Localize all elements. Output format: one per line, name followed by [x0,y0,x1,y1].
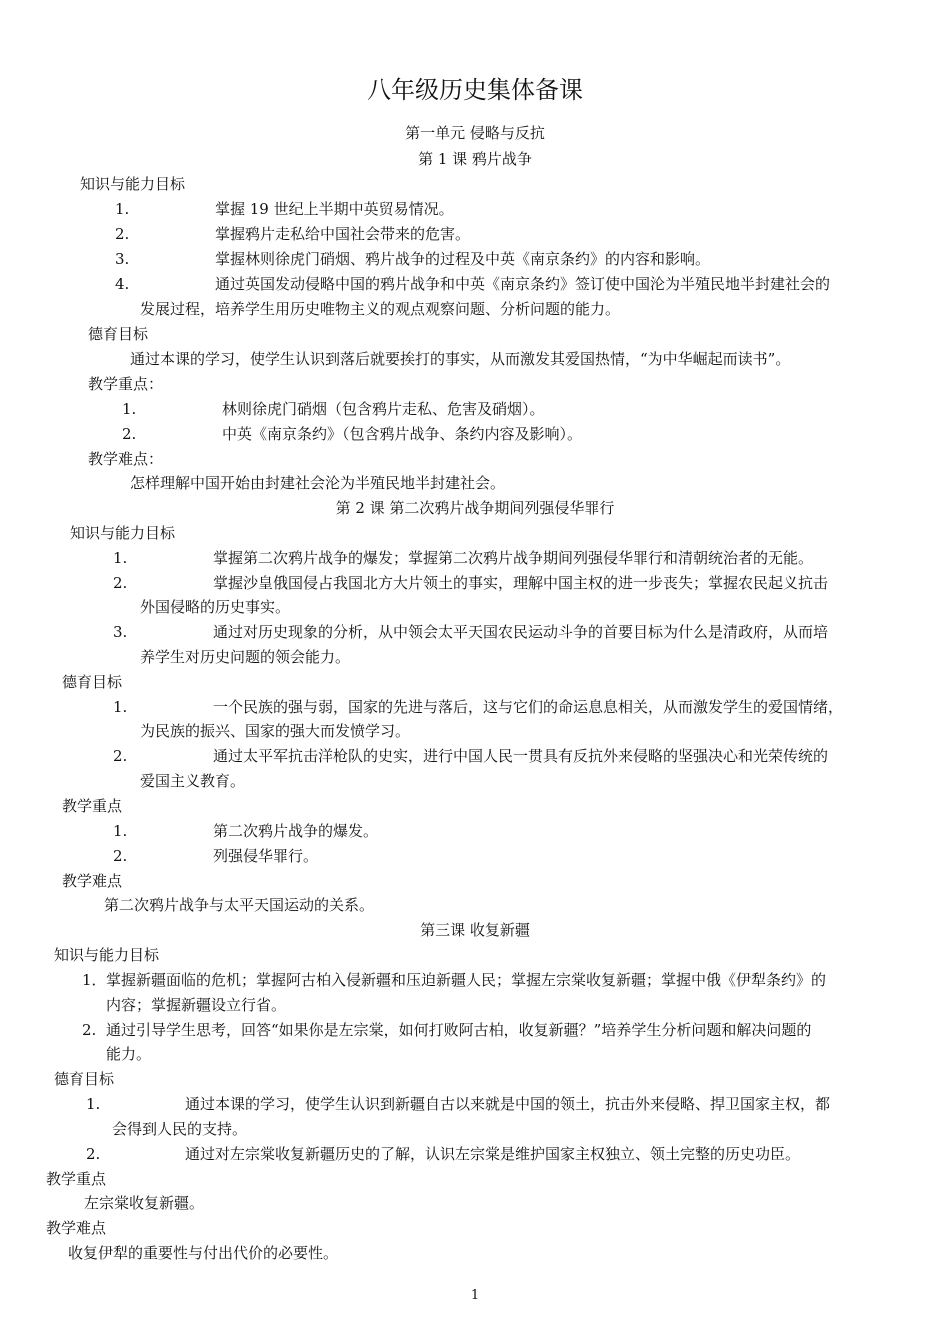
list-number: 4. [115,275,130,293]
list-item-continued: 爱国主义教育。 [140,772,246,790]
list-item: 一个民族的强与弱，国家的先进与落后，这与它们的命运息息相关，从而激发学生的爱国情绪， [213,698,844,716]
list-number: 1． [82,971,107,989]
page-number: 1 [470,1288,480,1303]
lesson-1-moral-text: 通过本课的学习，使学生认识到落后就要挨打的事实，从而激发其爱国热情，“为中华崛起而读书”。 [130,350,791,368]
list-item: 掌握沙皇俄国侵占我国北方大片领土的事实，理解中国主权的进一步丧失；掌握农民起义抗击 [213,574,829,592]
list-number: 3. [113,623,128,641]
lesson-1-moral-heading: 德育目标 [88,325,149,343]
lesson-3-difficulty-heading: 教学难点 [46,1219,107,1237]
list-item-continued: 内容；掌握新疆设立行省。 [106,996,287,1014]
list-number: 1. [86,1095,101,1113]
lesson-3-title: 第三课 收复新疆 [420,921,530,939]
list-item: 通过本课的学习，使学生认识到新疆自古以来就是中国的领土，抗击外来侵略、捍卫国家主权，都 [185,1095,831,1113]
list-item: 通过英国发动侵略中国的鸦片战争和中英《南京条约》签订使中国沦为半殖民地半封建社会的 [215,275,831,293]
list-item-continued: 会得到人民的支持。 [112,1120,248,1138]
list-item: 通过引导学生思考，回答“如果你是左宗棠，如何打败阿古柏，收复新疆？”培养学生分析问题和解决问题的 [106,1021,812,1039]
list-item-continued: 外国侵略的历史事实。 [140,598,291,616]
list-item: 中英《南京条约》（包含鸦片战争、条约内容及影响）。 [222,425,583,443]
list-item: 通过太平军抗击洋枪队的史实，进行中国人民一贯具有反抗外来侵略的坚强决心和光荣传统的 [213,747,829,765]
list-number: 1. [115,200,130,218]
list-item-continued: 能力。 [106,1045,152,1063]
list-item: 掌握新疆面临的危机；掌握阿古柏入侵新疆和压迫新疆人民；掌握左宗棠收复新疆；掌握中俄《伊犁条约》的 [106,971,827,989]
list-number: 2. [86,1145,101,1163]
list-number: 1. [122,400,137,418]
list-number: 3. [115,250,130,268]
list-number: 2. [113,574,128,592]
lesson-2-moral-heading: 德育目标 [62,673,123,691]
lesson-1-difficulty-text: 怎样理解中国开始由封建社会沦为半殖民地半封建社会。 [130,474,506,492]
lesson-2-difficulty-heading: 教学难点 [62,872,123,890]
list-number: 2. [115,225,130,243]
list-item: 通过对历史现象的分析，从中领会太平天国农民运动斗争的首要目标为什么是清政府，从而培 [213,623,829,641]
list-item: 掌握鸦片走私给中国社会带来的危害。 [215,225,471,243]
list-item-continued: 为民族的振兴、国家的强大而发愤学习。 [140,722,411,740]
lesson-1-difficulty-heading: 教学难点： [88,450,164,468]
lesson-2-knowledge-heading: 知识与能力目标 [70,524,176,542]
list-item-continued: 发展过程，培养学生用历史唯物主义的观点观察问题、分析问题的能力。 [140,300,621,318]
list-number: 1. [113,549,128,567]
list-item: 林则徐虎门硝烟（包含鸦片走私、危害及硝烟）。 [222,400,545,418]
lesson-2-difficulty-text: 第二次鸦片战争与太平天国运动的关系。 [104,896,375,914]
list-number: 1. [113,698,128,716]
lesson-3-moral-heading: 德育目标 [54,1070,115,1088]
unit-title: 第一单元 侵略与反抗 [405,124,545,142]
list-number: 2. [122,425,137,443]
list-number: 2. [113,747,128,765]
lesson-1-knowledge-heading: 知识与能力目标 [80,175,186,193]
list-item-continued: 养学生对历史问题的领会能力。 [140,648,351,666]
list-item: 掌握第二次鸦片战争的爆发；掌握第二次鸦片战争期间列强侵华罪行和清朝统治者的无能。 [213,549,814,567]
list-number: 2. [113,847,128,865]
document-title: 八年级历史集体备课 [367,76,583,104]
lesson-2-title: 第 2 课 第二次鸦片战争期间列强侵华罪行 [335,499,615,517]
lesson-2-key-heading: 教学重点 [62,797,123,815]
list-item: 掌握 19 世纪上半期中英贸易情况。 [215,200,454,218]
list-number: 1. [113,822,128,840]
list-item: 第二次鸦片战争的爆发。 [213,822,379,840]
lesson-1-title: 第 1 课 鸦片战争 [418,150,532,168]
list-number: 2. [82,1021,97,1039]
lesson-1-key-heading: 教学重点： [88,375,164,393]
list-item: 列强侵华罪行。 [213,847,319,865]
lesson-3-knowledge-heading: 知识与能力目标 [54,946,160,964]
lesson-3-key-heading: 教学重点 [46,1170,107,1188]
lesson-3-key-text: 左宗棠收复新疆。 [84,1194,205,1212]
lesson-3-difficulty-text: 收复伊犁的重要性与付出代价的必要性。 [68,1244,339,1262]
list-item: 通过对左宗棠收复新疆历史的了解，认识左宗棠是维护国家主权独立、领土完整的历史功臣。 [185,1145,801,1163]
list-item: 掌握林则徐虎门硝烟、鸦片战争的过程及中英《南京条约》的内容和影响。 [215,250,711,268]
